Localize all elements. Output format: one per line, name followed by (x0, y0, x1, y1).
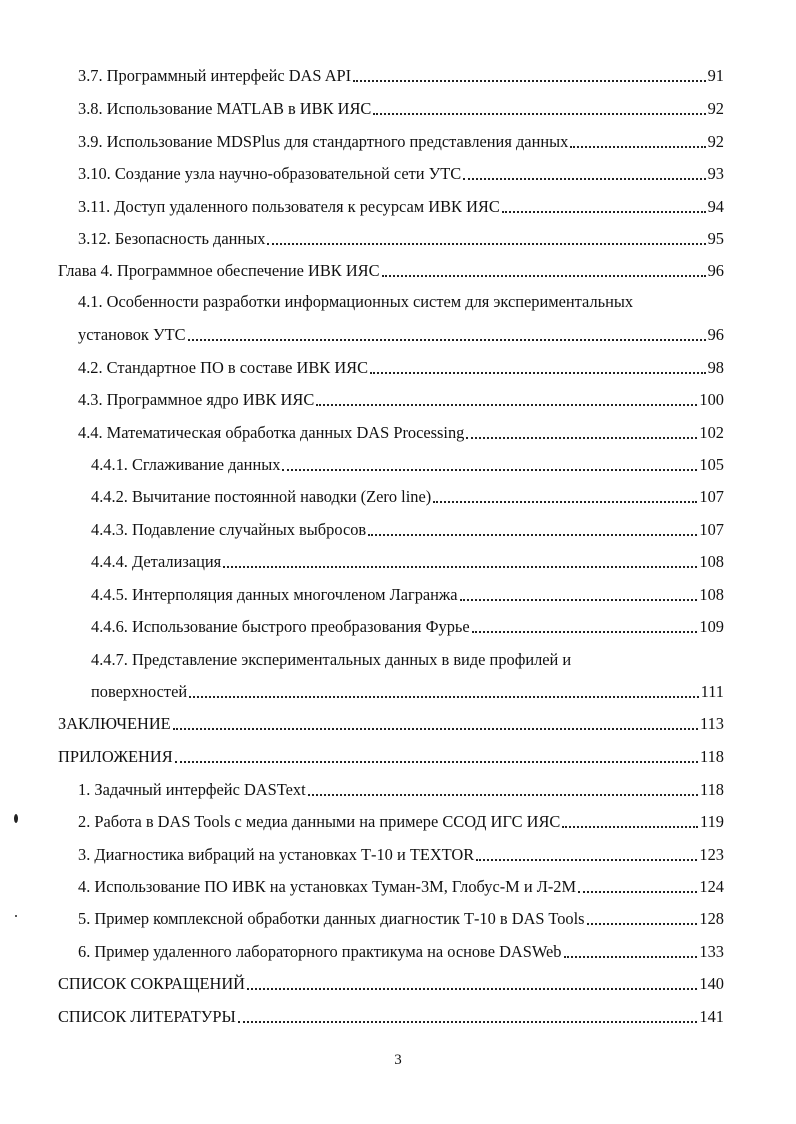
dot-leader (460, 585, 698, 601)
toc-chapter-entry (58, 747, 724, 767)
toc-entry-title: 3.10. Создание узла научно-образовательной сети УТС (78, 164, 462, 183)
toc-subentry (91, 585, 724, 605)
toc-entry (78, 812, 724, 832)
dot-leader (562, 812, 698, 828)
toc-entry (78, 99, 724, 119)
toc-entry-title: 4.4.2. Вычитание постоянной наводки (Zero line) (91, 487, 432, 506)
dot-leader (463, 164, 705, 180)
toc-entry (78, 66, 724, 86)
page-number: 3 (394, 1052, 402, 1068)
dot-leader (564, 942, 698, 958)
toc-entry-page: 118 (700, 747, 724, 766)
toc-entry-page: 92 (707, 99, 724, 118)
toc-chapter-entry (58, 974, 724, 994)
toc-entry-page: 107 (699, 520, 724, 539)
dot-leader (223, 552, 697, 568)
toc-entry-page: 109 (699, 617, 724, 636)
toc-entry-title: 3.8. Использование MATLAB в ИВК ИЯС (78, 99, 372, 118)
toc-entry-title: 4.4.6. Использование быстрого преобразования Фурье (91, 617, 470, 636)
toc-entry-title: 4.4. Математическая обработка данных DAS Processing (78, 423, 465, 442)
toc-entry-title: 4.3. Программное ядро ИВК ИЯС (78, 390, 315, 409)
dot-leader (173, 714, 698, 730)
dot-leader (476, 845, 697, 861)
toc-entry-page: 102 (699, 423, 724, 442)
toc-entry-title: ПРИЛОЖЕНИЯ (58, 747, 173, 766)
toc-entry-page: 141 (699, 1007, 724, 1026)
toc-entry-page: 93 (707, 164, 724, 183)
toc-entry-title: СПИСОК СОКРАЩЕНИЙ (58, 974, 246, 993)
dot-leader (353, 66, 705, 82)
toc-entry-title: 4.2. Стандартное ПО в составе ИВК ИЯС (78, 358, 369, 377)
dot-leader (472, 617, 698, 633)
toc-entry-title: 6. Пример удаленного лабораторного практикума на основе DASWeb (78, 942, 562, 961)
toc-entry (78, 877, 724, 897)
dot-leader (175, 747, 698, 763)
toc-entry-page: 107 (699, 487, 724, 506)
toc-entry-page: 100 (699, 390, 724, 409)
toc-entry (78, 780, 724, 800)
toc-chapter-entry (58, 1007, 724, 1027)
dot-leader (433, 487, 697, 503)
dot-leader (502, 197, 706, 213)
toc-entry-title: 2. Работа в DAS Tools с медиа данными на примере ССОД ИГС ИЯС (78, 812, 561, 831)
toc-entry-title: 1. Задачный интерфейс DASText (78, 780, 306, 799)
toc-chapter-entry (58, 714, 724, 734)
dot-leader (188, 325, 706, 341)
toc-subentry (91, 487, 724, 507)
toc-entry-title: 3.9. Использование MDSPlus для стандартного представления данных (78, 132, 569, 151)
toc-subentry (91, 520, 724, 540)
toc-entry-title: 3.7. Программный интерфейс DAS API (78, 66, 352, 85)
toc-subentry (91, 682, 724, 702)
toc-entry-title: 4.4.4. Детализация (91, 552, 222, 571)
toc-entry-title: 5. Пример комплексной обработки данных диагностик Т-10 в DAS Tools (78, 909, 585, 928)
dot-leader (189, 682, 698, 698)
toc-entry (78, 942, 724, 962)
toc-entry-page: 96 (707, 261, 724, 280)
toc-entry-page: 94 (707, 197, 724, 216)
toc-entry-title-line1: 4.4.7. Представление экспериментальных данных в виде профилей и (91, 650, 572, 669)
scan-speck (15, 915, 17, 917)
dot-leader (267, 229, 705, 245)
toc-entry (78, 197, 724, 217)
dot-leader (308, 780, 698, 796)
toc-entry-title: 4. Использование ПО ИВК на установках Туман-3М, Глобус-М и Л-2М (78, 877, 577, 896)
toc-entry-page: 108 (699, 552, 724, 571)
toc-entry-title-line1: 4.1. Особенности разработки информационных систем для экспериментальных (78, 292, 634, 311)
toc-entry (78, 845, 724, 865)
toc-entry-page: 95 (707, 229, 724, 248)
toc-entry-page: 124 (699, 877, 724, 896)
toc-entry-page: 140 (699, 974, 724, 993)
dot-leader (282, 455, 697, 471)
toc-entry (78, 325, 724, 345)
toc-chapter-entry (58, 261, 724, 281)
toc-entry-title: 4.4.1. Сглаживание данных (91, 455, 281, 474)
toc-entry-page: 111 (700, 682, 724, 701)
dot-leader (578, 877, 697, 893)
dot-leader (373, 99, 705, 115)
toc-entry-title: СПИСОК ЛИТЕРАТУРЫ (58, 1007, 236, 1026)
toc-entry-page: 108 (699, 585, 724, 604)
toc-entry-title: ЗАКЛЮЧЕНИЕ (58, 714, 171, 733)
toc-entry-title: поверхностей (91, 682, 188, 701)
toc-entry (78, 390, 724, 410)
dot-leader (247, 974, 697, 990)
toc-entry-title: установок УТС (78, 325, 186, 344)
toc-entry (78, 358, 724, 378)
toc-entry-page: 91 (707, 66, 724, 85)
dot-leader (382, 261, 706, 277)
toc-subentry (91, 455, 724, 475)
dot-leader (316, 390, 697, 406)
toc-entry (78, 164, 724, 184)
toc-entry (78, 909, 724, 929)
toc-entry-title: 4.4.3. Подавление случайных выбросов (91, 520, 367, 539)
toc-entry-page: 92 (707, 132, 724, 151)
toc-entry-page: 113 (700, 714, 724, 733)
dot-leader (370, 358, 706, 374)
toc-entry-page: 119 (700, 812, 724, 831)
dot-leader (587, 909, 698, 925)
dot-leader (368, 520, 697, 536)
toc-entry-title: 3. Диагностика вибраций на установках Т-10 и TEXTOR (78, 845, 475, 864)
toc-entry-title: 4.4.5. Интерполяция данных многочленом Лагранжа (91, 585, 458, 604)
toc-entry (78, 132, 724, 152)
scan-speck (14, 814, 18, 823)
toc-entry-title: 3.12. Безопасность данных (78, 229, 266, 248)
toc-entry-page: 98 (707, 358, 724, 377)
dot-leader (238, 1007, 698, 1023)
toc-entry-title: 3.11. Доступ удаленного пользователя к ресурсам ИВК ИЯС (78, 197, 500, 216)
toc-entry (78, 423, 724, 443)
dot-leader (570, 132, 705, 148)
toc-entry-page: 118 (700, 780, 724, 799)
toc-entry-page: 123 (699, 845, 724, 864)
toc-entry-page: 128 (699, 909, 724, 928)
toc-entry (78, 229, 724, 249)
dot-leader (466, 423, 697, 439)
toc-entry-page: 96 (707, 325, 724, 344)
toc-entry-page: 105 (699, 455, 724, 474)
toc-entry-title: Глава 4. Программное обеспечение ИВК ИЯС (58, 261, 380, 280)
toc-subentry (91, 552, 724, 572)
toc-entry-page: 133 (699, 942, 724, 961)
toc-subentry (91, 617, 724, 637)
